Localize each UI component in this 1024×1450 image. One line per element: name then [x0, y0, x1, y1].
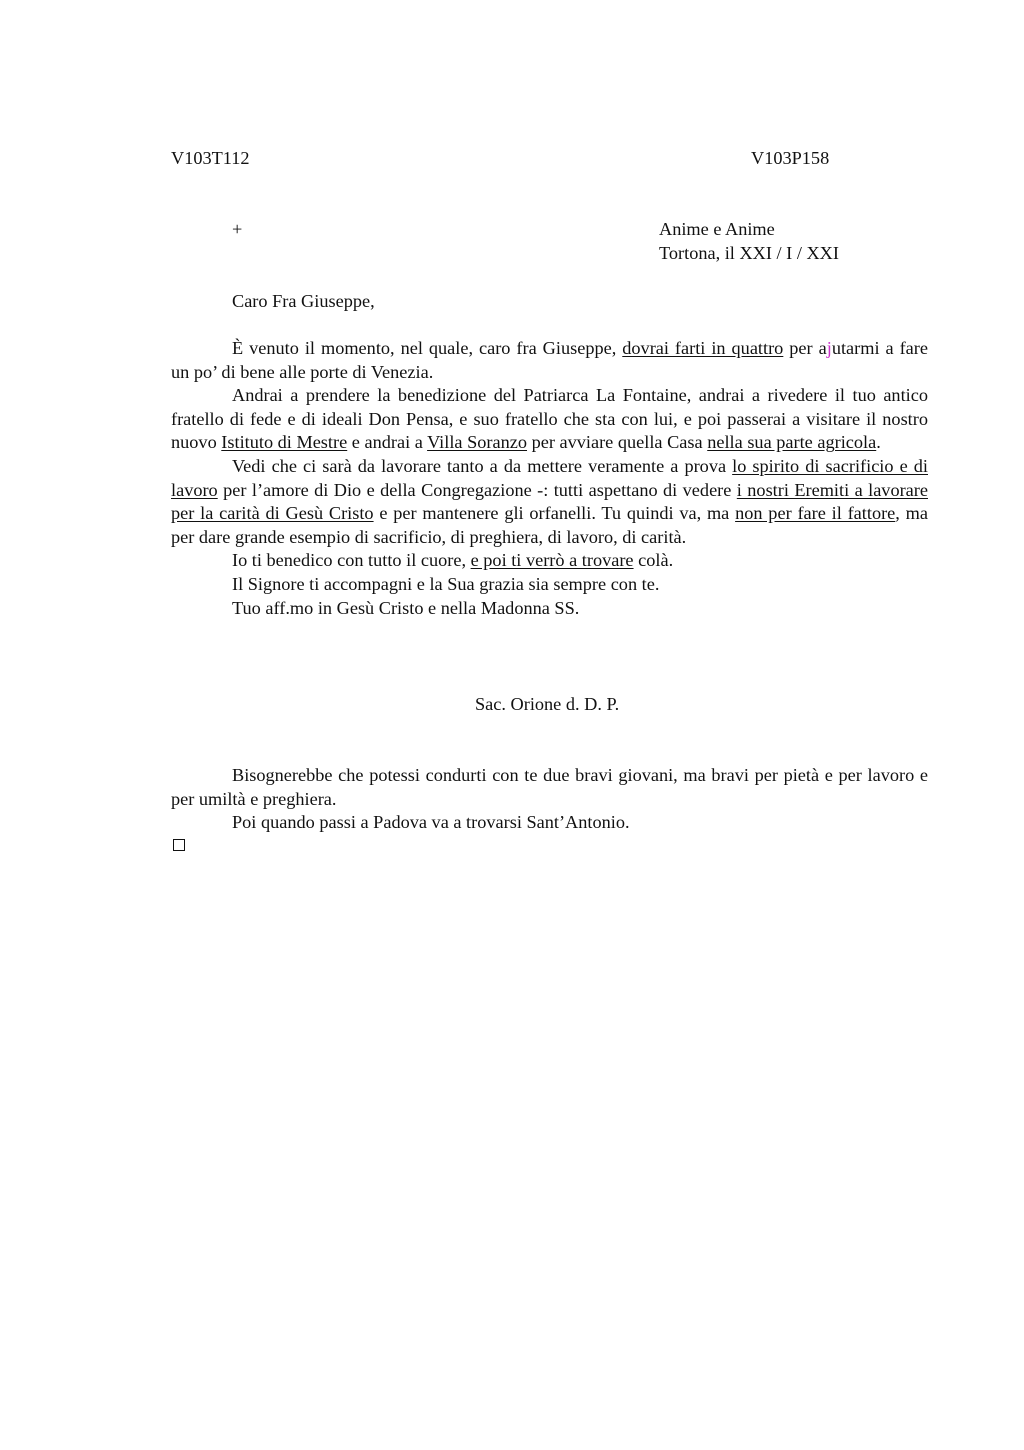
postscript — [171, 764, 928, 835]
postscript-paragraph-2: Poi quando passi a Padova va a trovarsi Sant’Antonio. — [232, 812, 630, 833]
place-date: Tortona, il XXI / I / XXI — [659, 243, 839, 263]
cross-mark: + — [232, 219, 243, 239]
paragraph-3: Vedi che ci sarà da lavorare tanto a da mettere veramente a prova lo spirito di sacrificio e di lavoro per l’amore di Dio e della Congregazione -: tutti aspettano di vedere i nostri Eremiti a lavorare per la carità di Gesù Cristo e per mantenere gli orfanelli. Tu quindi va, ma non per fare il fattore, ma per dare grande esempio di sacrificio, di preghiera, di lavoro, di carità. — [171, 455, 928, 547]
motto: Anime e Anime — [659, 219, 775, 239]
paragraph-2: Andrai a prendere la benedizione del Patriarca La Fontaine, andrai a rivedere il tuo antico fratello di fede e di ideali Don Pensa, e suo fratello che sta con lui, e poi passerai a visitare il nostro nuovo Istituto di Mestre e andrai a Villa Soranzo per avviare quella Casa nella sua parte agricola. — [171, 385, 928, 453]
paragraph-5: Il Signore ti accompagni e la Sua grazia sia sempre con te. — [232, 573, 660, 594]
letter-body — [171, 337, 928, 620]
postscript-paragraph-1: Bisognerebbe che potessi condurti con te due bravi giovani, ma bravi per pietà e per lavoro e per umiltà e preghiera. — [171, 765, 928, 809]
left-reference-code: V103T112 — [171, 148, 250, 168]
right-reference-code: V103P158 — [751, 148, 830, 168]
end-of-document-square-icon — [173, 839, 185, 851]
salutation: Caro Fra Giuseppe, — [232, 291, 375, 311]
paragraph-1: È venuto il momento, nel quale, caro fra Giuseppe, dovrai farti in quattro per ajutarmi a fare un po’ di bene alle porte di Venezia. — [171, 338, 928, 382]
paragraph-6: Tuo aff.mo in Gesù Cristo e nella Madonna SS. — [232, 597, 580, 618]
signature: Sac. Orione d. D. P. — [475, 694, 620, 714]
paragraph-4: Io ti benedico con tutto il cuore, e poi ti verrò a trovare colà. — [232, 550, 674, 571]
